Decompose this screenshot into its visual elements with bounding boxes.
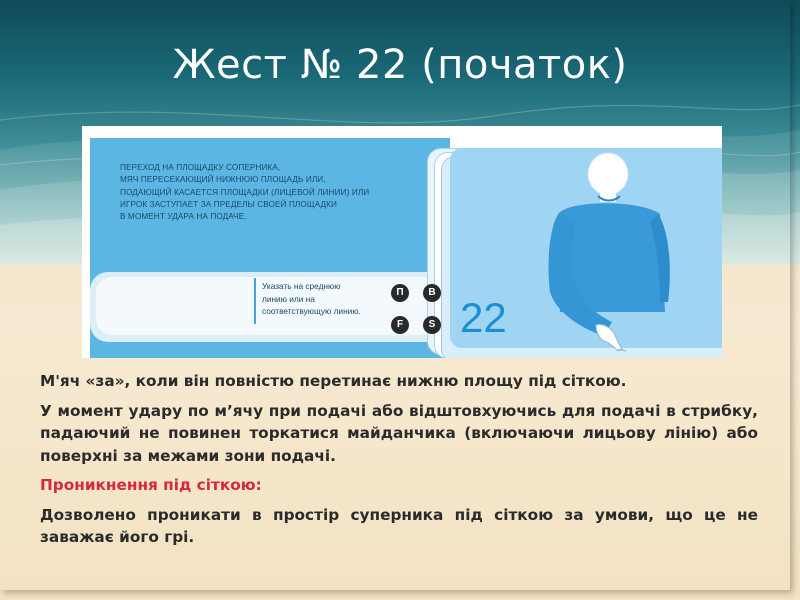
- description-line: ПЕРЕХОД НА ПЛОЩАДКУ СОПЕРНИКА,: [120, 163, 281, 172]
- gesture-number: 22: [460, 294, 507, 341]
- pointer-line: соответствующую линию.: [262, 306, 361, 316]
- pointer-line: Указать на среднюю: [262, 281, 341, 291]
- description-line: ПОДАЮЩИЙ КАСАЕТСЯ ПЛОЩАДКИ (ЛИЦЕВОЙ ЛИНИИ) ИЛИ: [120, 187, 370, 197]
- badge-icon: П: [391, 284, 409, 302]
- badge-icon: S: [423, 316, 441, 334]
- body-paragraph: У момент удару по м’ячу при подачі або відштовхуючись для подачі в стрибку, падаючий не повинен торкатися майданчика (включаючи лицьову лінію) або поверхні за межами зони подачі.: [40, 401, 758, 465]
- body-paragraph: Дозволено проникати в простір суперника під сіткою за умови, що це не заважає його грі.: [40, 505, 758, 546]
- description-line: МЯЧ ПЕРЕСЕКАЮЩИЙ НИЖНЮЮ ПЛОЩАДЬ ИЛИ,: [120, 175, 326, 185]
- pointer-line: линию или на: [262, 293, 315, 304]
- badge-icon: B: [423, 284, 441, 302]
- body-paragraph: М'яч «за», коли він повністю перетинає нижню площу під сіткою.: [40, 372, 627, 390]
- badge-icon: F: [391, 316, 409, 334]
- description-line: В МОМЕНТ УДАРА НА ПОДАЧЕ.: [120, 212, 247, 222]
- section-heading: Проникнення під сіткою:: [40, 476, 262, 494]
- description-line: ИГРОК ЗАСТУПАЕТ ЗА ПРЕДЕЛЫ СВОЕЙ ПЛОЩАДКИ: [120, 199, 337, 209]
- slide-title: Жест № 22 (початок): [172, 42, 628, 88]
